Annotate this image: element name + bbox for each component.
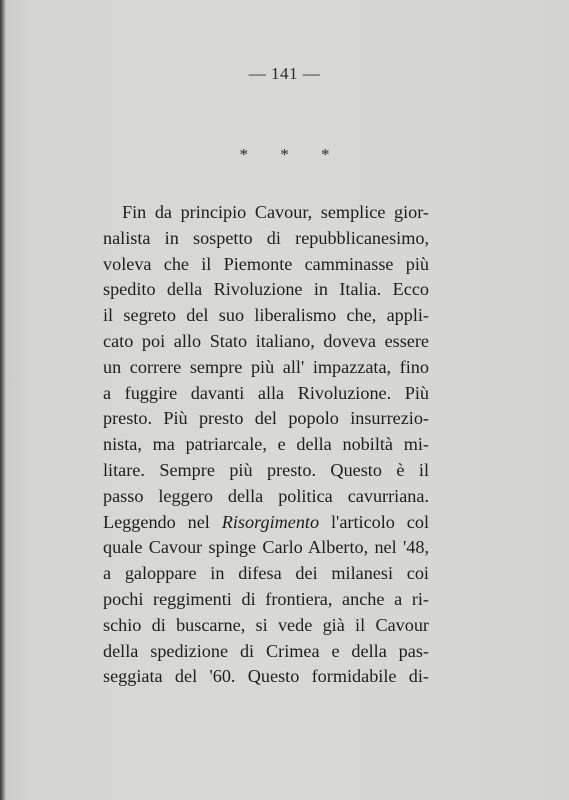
text-line-mixed [103, 510, 429, 536]
text-line: litare. Sempre più presto. Questo è il [103, 459, 429, 480]
text-line: a fuggire davanti alla Rivoluzione. Più [103, 382, 429, 403]
text-line: un correre sempre più all' impazzata, fino [103, 356, 429, 377]
text-line: presto. Più presto del popolo insurrezio- [103, 408, 429, 429]
text-line: schio di buscarne, si vede già il Cavour [103, 614, 429, 635]
text-fragment: Leggendo nel [103, 511, 210, 532]
text-line: cato poi allo Stato italiano, doveva essere [103, 330, 429, 351]
text-line: quale Cavour spinge Carlo Alberto, nel '48, [103, 537, 429, 558]
text-line: nalista in sospetto di repubblicanesimo, [103, 227, 429, 248]
text-line: della spedizione di Crimea e della pas- [103, 640, 429, 661]
text-line: il segreto del suo liberalismo che, appli- [103, 305, 429, 326]
italic-title: Risorgimento [221, 511, 320, 532]
text-fragment: l'articolo col [331, 511, 429, 532]
text-line: seggiata del '60. Questo formidabile di- [103, 666, 429, 687]
body-paragraph [103, 200, 429, 690]
text-line: pochi reggimenti di frontiera, anche a ri- [103, 588, 429, 609]
spine-shadow [0, 0, 6, 800]
page-number: — 141 — [248, 64, 321, 83]
text-line: a galoppare in difesa dei milanesi coi [103, 563, 429, 584]
text-line: spedito della Rivoluzione in Italia. Ecco [103, 279, 429, 300]
text-line: passo leggero della politica cavurriana. [103, 485, 429, 506]
section-separator: * * * [239, 145, 344, 164]
text-line: voleva che il Piemonte camminasse più [103, 253, 429, 274]
text-line: Fin da principio Cavour, semplice gior- [122, 202, 429, 222]
text-line: nista, ma patriarcale, e della nobiltà mi- [103, 434, 429, 455]
